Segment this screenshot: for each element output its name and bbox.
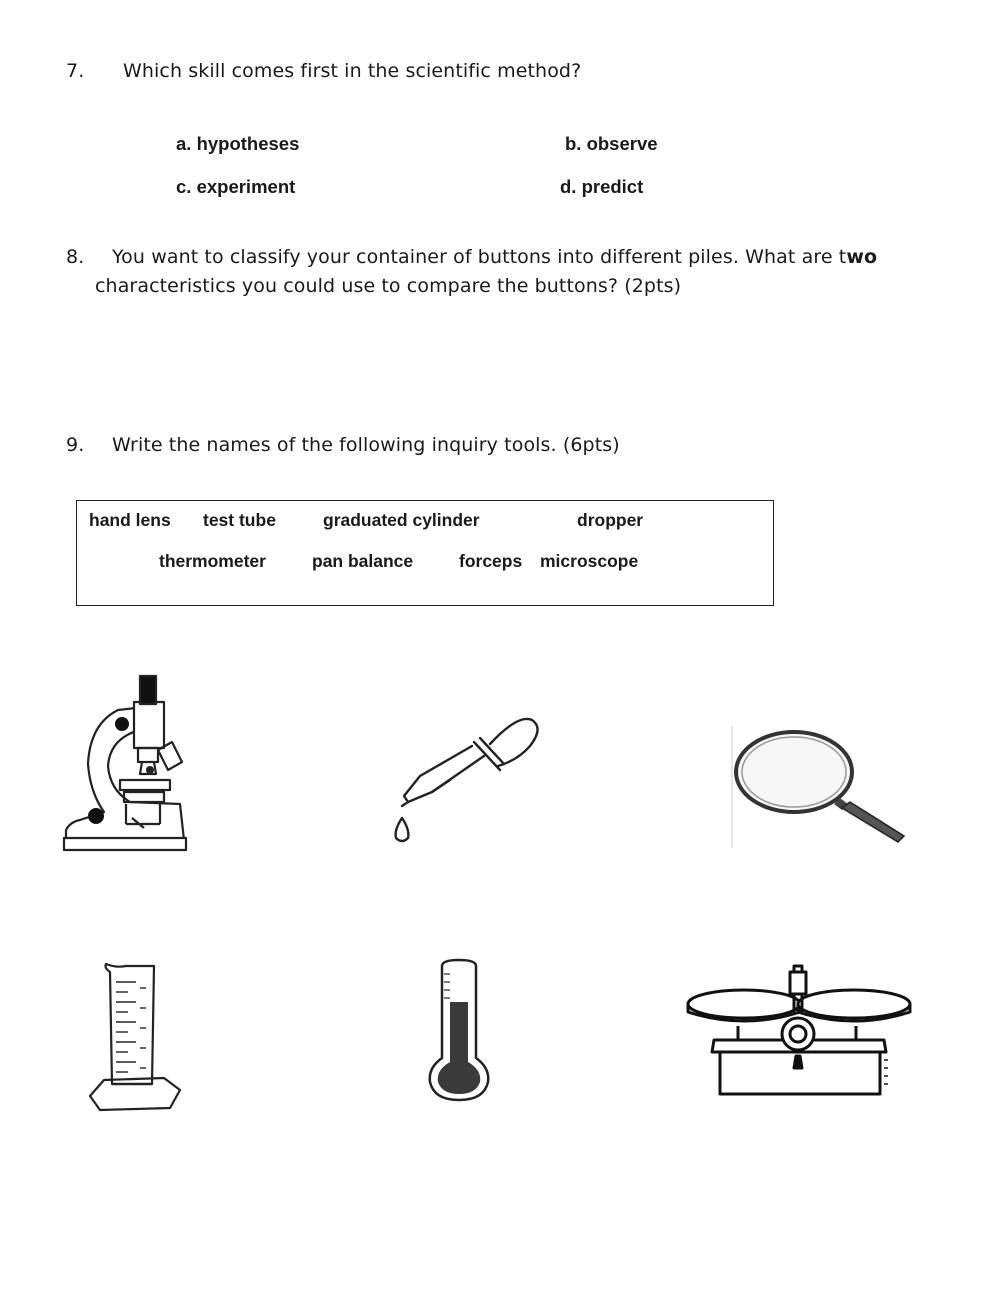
question-8-text-regular: You want to classify your container of buttons into different piles. What are t — [112, 246, 847, 268]
option-a[interactable]: a. hypotheses — [176, 133, 300, 154]
microscope-icon — [60, 672, 190, 854]
question-8-number: 8. — [66, 246, 85, 268]
question-8-text-bold: wo — [846, 246, 878, 268]
graduated-cylinder-icon — [86, 958, 186, 1112]
word-test-tube: test tube — [203, 510, 276, 530]
question-8 — [66, 246, 877, 268]
word-dropper: dropper — [577, 510, 644, 530]
thermometer-icon — [424, 958, 494, 1106]
hand-lens-icon — [730, 724, 914, 850]
question-9-text: Write the names of the following inquiry tools. (6pts) — [112, 434, 620, 456]
question-7-text: Which skill comes first in the scientific method? — [123, 60, 582, 82]
option-b[interactable]: b. observe — [565, 133, 658, 154]
dropper-icon — [380, 710, 550, 850]
word-thermometer: thermometer — [159, 551, 266, 571]
word-hand-lens: hand lens — [89, 510, 171, 530]
word-microscope: microscope — [540, 551, 639, 571]
question-7 — [66, 60, 581, 82]
option-d[interactable]: d. predict — [560, 176, 644, 197]
word-forceps: forceps — [459, 551, 523, 571]
question-8-line-2: characteristics you could use to compare the buttons? (2pts) — [95, 275, 682, 297]
question-9 — [66, 434, 620, 456]
word-pan-balance: pan balance — [312, 551, 414, 571]
option-c[interactable]: c. experiment — [176, 176, 296, 197]
word-graduated-cylinder: graduated cylinder — [323, 510, 480, 530]
question-9-number: 9. — [66, 434, 85, 456]
pan-balance-icon — [684, 964, 914, 1106]
question-7-number: 7. — [66, 60, 85, 82]
